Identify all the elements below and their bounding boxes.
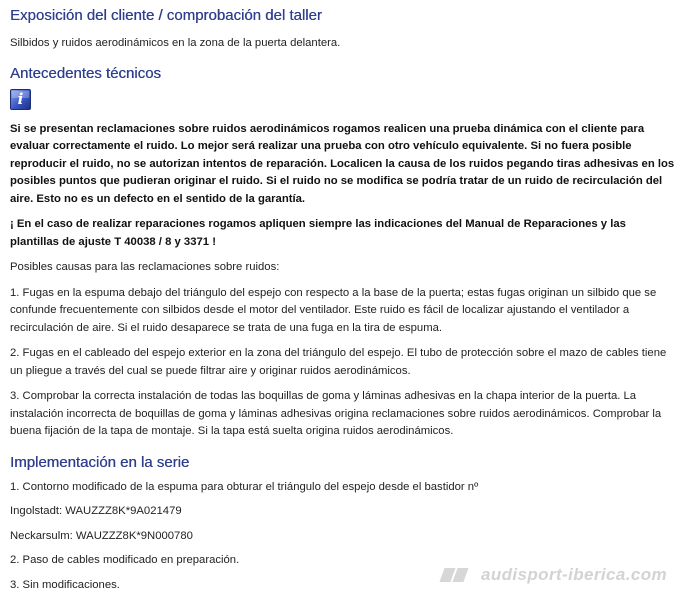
implementacion-item-ingolstadt: Ingolstadt: WAUZZZ8K*9A021479 — [10, 505, 182, 517]
cause-item-3: 3. Comprobar la correcta instalación de todas las boquillas de goma y láminas adhesivas en la chapa interior de la puerta. La instalación incorrecta de boquillas de goma y láminas adhesivas origina reclamaciones sobre ruidos aerodinámicos. Comprobar la buena fijación de la tapa de montaje. Si la tapa está suelta origina ruidos aerodinámicos. — [10, 390, 662, 437]
section-title-exposicion: Exposición del cliente / comprobación del taller — [10, 7, 322, 24]
section-title-implementacion: Implementación en la serie — [10, 453, 190, 471]
implementacion-item-3: 3. Sin modificaciones. — [10, 578, 120, 591]
implementacion-item-neckarsulm: Neckarsulm: WAUZZZ8K*9N000780 — [10, 529, 193, 542]
implementacion-item-1: 1. Contorno modificado de la espuma para obturar el triángulo del espejo desde el bastidor nº — [10, 480, 479, 493]
watermark — [440, 565, 667, 585]
causes-intro: Posibles causas para las reclamaciones sobre ruidos: — [10, 261, 280, 273]
watermark-text: audisport-iberica.com — [481, 565, 667, 584]
cause-item-2: 2. Fugas en el cableado del espejo exterior en la zona del triángulo del espejo. El tubo de protección sobre el mazo de cables tiene un pliegue a través del cual se puede filtrar aire y originar ruidos aerodinámicos. — [10, 347, 667, 377]
implementacion-item-2: 2. Paso de cables modificado en preparación. — [10, 554, 240, 566]
antecedentes-bold-paragraph: Si se presentan reclamaciones sobre ruidos aerodinámicos rogamos realicen una prueba dinámica con el cliente para evaluar correctamente el ruido. Lo mejor será realizar una prueba con otro vehículo equivalente. Si no fuera posible reproducir el ruido, no se autorizan intentos de reparación. Localicen la causa de los ruidos pegando tiras adhesivas en los posibles puntos que pudieran originar el ruido. Si el ruido no se modifica se podría tratar de un ruido de recirculación del aire. Esto no es un defecto en el sentido de la garantía. — [10, 122, 675, 205]
section-title-antecedentes: Antecedentes técnicos — [10, 64, 161, 82]
audisport-logo-icon — [440, 568, 474, 582]
antecedentes-bold-note: ¡ En el caso de realizar reparaciones rogamos apliquen siempre las indicaciones del Manual de Reparaciones y las plantillas de ajuste T 40038 / 8 y 3371 ! — [10, 218, 626, 248]
exposicion-text: Silbidos y ruidos aerodinámicos en la zona de la puerta delantera. — [10, 37, 341, 49]
cause-item-1: 1. Fugas en la espuma debajo del triángulo del espejo con respecto a la base de la puerta; estas fugas originan un silbido que se confunde frecuentemente con silbidos desde el motor del ventilador. Este ruido es fácil de localizar ajustando el ventilador a recirculación de aire. Si el ruido desaparece se trata de una fuga en la tira de espuma. — [10, 286, 657, 334]
info-icon: i — [10, 89, 31, 110]
